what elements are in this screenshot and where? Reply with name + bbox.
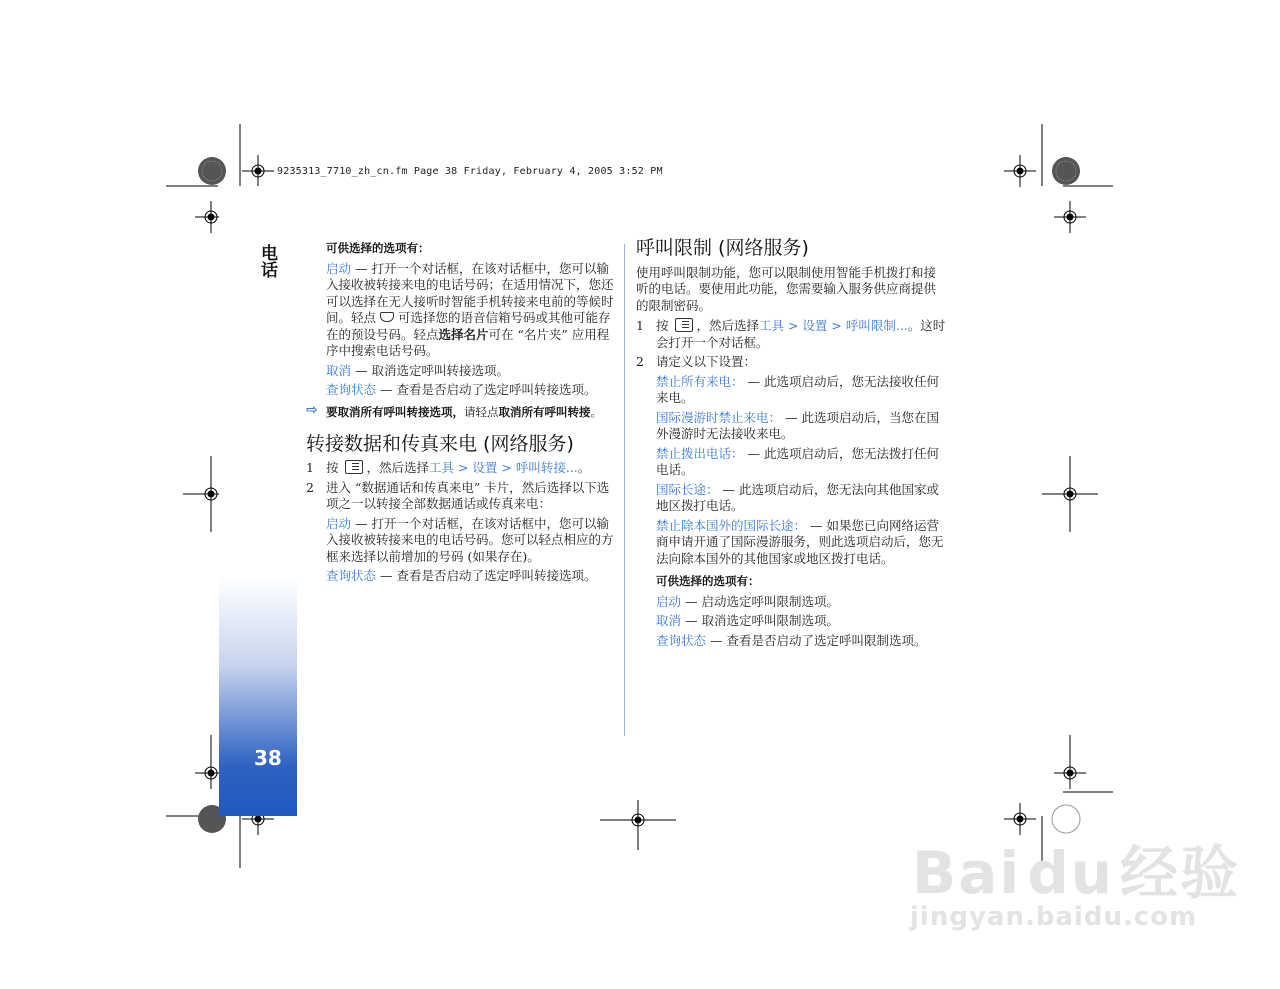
- data-option-enable-link[interactable]: 启动: [326, 515, 352, 531]
- option-cancel: 取消 — 取消选定呼叫转接选项。: [326, 362, 509, 378]
- baidu-watermark: Bai du 经验: [912, 839, 1241, 907]
- menu-icon: [675, 318, 693, 332]
- section-heading-data-fax: 转接数据和传真来电 (网络服务): [306, 432, 574, 455]
- setting-bar-outgoing: 禁止拨出电话： — 此选项启动后，您无法拨打任何电话。: [656, 445, 939, 477]
- option-status-link[interactable]: 查询状态: [326, 382, 377, 397]
- setting-bar-roaming: 国际漫游时禁止来电： — 此选项启动后，当您在国外漫游时无法接收来电。: [656, 409, 939, 441]
- option-cancel-link[interactable]: 取消: [326, 362, 352, 378]
- options-label: 可供选择的选项有：: [656, 574, 760, 588]
- section-heading-call-barring: 呼叫限制 (网络服务): [636, 237, 809, 259]
- data-option-enable: 启动 — 打开一个对话框，在该对话框中，您可以输入接收被转接来电的电话号码。您可以轻点相应的方框来选择以前增加的号码 (如果存在)。: [326, 515, 614, 564]
- option-enable-link[interactable]: 启动: [326, 260, 352, 276]
- watermark-url: jingyan.baidu.com: [910, 902, 1198, 932]
- voicemail-icon: [380, 312, 394, 322]
- chapter-sidebar: [219, 186, 297, 816]
- data-option-status-link[interactable]: 查询状态: [326, 568, 377, 583]
- step-2: 2 进入 “数据通话和传真来电” 卡片，然后选择以下选项之一以转接全部数据通话或传真来电：: [306, 479, 610, 511]
- print-header: 9235313_7710_zh_cn.fm Page 38 Friday, February 4, 2005 3:52 PM: [277, 166, 663, 177]
- intro-paragraph: 使用呼叫限制功能，您可以限制使用智能手机拨打和接听的电话。要使用此功能，您需要输入服务供应商提供的限制密码。: [636, 264, 937, 313]
- step-1: 1 按 ，然后选择工具 > 设置 > 呼叫限制...。这时会打开一个对话框。: [636, 318, 946, 350]
- step-1: 1 按 ，然后选择工具 > 设置 > 呼叫转接...。: [306, 460, 591, 475]
- option-cancel: 取消 — 取消选定呼叫限制选项。: [656, 613, 839, 628]
- data-option-status: 查询状态 — 查看是否启动了选定呼叫转接选项。: [326, 568, 597, 583]
- left-column: [306, 240, 616, 588]
- column-divider: [624, 244, 625, 736]
- chapter-title: 电话: [257, 244, 277, 278]
- menu-path-link[interactable]: 工具 > 设置 > 呼叫转接...: [429, 460, 578, 475]
- right-column: [636, 237, 948, 652]
- menu-path-link[interactable]: 工具 > 设置 > 呼叫限制...: [759, 318, 908, 333]
- rosette-top-left: [198, 157, 226, 185]
- tip-note: [306, 401, 616, 420]
- options-label: 可供选择的选项有：: [326, 241, 430, 255]
- setting-bar-intl-except-home: 禁止除本国外的国际长途： — 如果您已向网络运营商申请开通了国际漫游服务，则此选项启动后，您无法向除本国外的其他国家或地区拨打电话。: [656, 517, 944, 566]
- step-2: 2 请定义以下设置：: [636, 354, 757, 369]
- setting-bar-incoming: 禁止所有来电： — 此选项启动后，您无法接收任何来电。: [656, 373, 939, 405]
- option-enable: 启动 — 打开一个对话框，在该对话框中，您可以输入接收被转接来电的电话号码；在适用情况下，您还可以选择在无人接听时智能手机转接来电前的等候时间。轻点 可选择您的语音信箱号码或其他可能存在的预设号码。轻点选择名片可在 “名片夹” 应用程序中搜索电话号码。: [326, 260, 614, 358]
- option-check-status: 查询状态 — 查看是否启动了选定呼叫限制选项。: [656, 632, 927, 648]
- page-number: 38: [254, 746, 282, 770]
- option-enable: 启动 — 启动选定呼叫限制选项。: [656, 593, 839, 609]
- setting-bar-international: 国际长途： — 此选项启动后，您无法向其他国家或地区拨打电话。: [656, 481, 939, 513]
- arrow-right-icon: ⇨: [306, 401, 318, 418]
- tip-text: 要取消所有呼叫转接选项，请轻点取消所有呼叫转接。: [326, 404, 602, 419]
- rosette-top-right: [1052, 157, 1080, 185]
- option-check-status: 查询状态 — 查看是否启动了选定呼叫转接选项。: [326, 382, 597, 397]
- menu-icon: [345, 460, 363, 474]
